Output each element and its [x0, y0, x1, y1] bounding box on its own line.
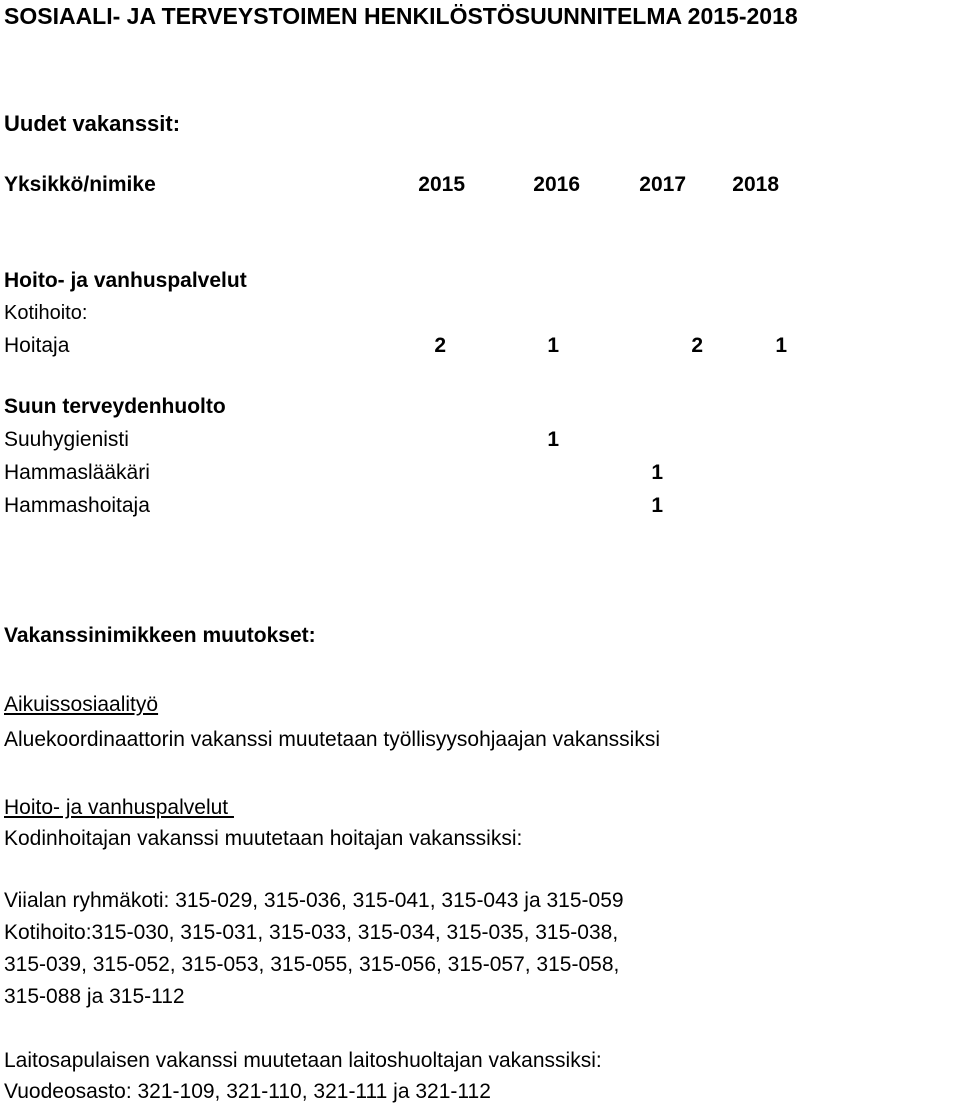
title-changes-heading: Vakanssinimikkeen muutokset:	[4, 624, 316, 647]
row-value-2015: 2	[434, 334, 446, 357]
row-value-2017: 2	[691, 334, 703, 357]
column-header-year-2016: 2016	[533, 173, 580, 196]
section-subheading: Kotihoito:	[4, 302, 88, 324]
change-unit: Aikuissosiaalityö	[4, 693, 159, 716]
row-label: Hammashoitaja	[4, 494, 150, 517]
change-line: Kodinhoitajan vakanssi muutetaan hoitajan vakanssiksi:	[4, 827, 523, 850]
column-header-unit-title: Yksikkö/nimike	[4, 173, 156, 196]
change-line: Kotihoito:315-030, 315-031, 315-033, 315-034, 315-035, 315-038,	[4, 921, 619, 944]
change-line: 315-088 ja 315-112	[4, 985, 185, 1008]
row-value-2017: 1	[651, 461, 663, 484]
change-line: Viialan ryhmäkoti: 315-029, 315-036, 315-041, 315-043 ja 315-059	[4, 889, 624, 912]
row-value-2016: 1	[547, 334, 559, 357]
section-name: Suun terveydenhuolto	[4, 395, 226, 418]
change-line: 315-039, 315-052, 315-053, 315-055, 315-056, 315-057, 315-058,	[4, 953, 620, 976]
new-vacancies-heading: Uudet vakanssit:	[4, 111, 181, 136]
row-value-2018: 1	[775, 334, 787, 357]
change-line: Laitosapulaisen vakanssi muutetaan laitoshuoltajan vakanssiksi:	[4, 1049, 602, 1072]
change-unit: Hoito- ja vanhuspalvelut	[4, 796, 234, 819]
column-header-year-2017: 2017	[639, 173, 686, 196]
row-value-2017: 1	[651, 494, 663, 517]
row-label: Hammaslääkäri	[4, 461, 150, 484]
section-name: Hoito- ja vanhuspalvelut	[4, 269, 247, 292]
row-value-2016: 1	[547, 428, 559, 451]
row-label: Hoitaja	[4, 334, 70, 357]
change-line: Aluekoordinaattorin vakanssi muutetaan työllisyysohjaajan vakanssiksi	[4, 728, 661, 751]
column-header-year-2015: 2015	[418, 173, 465, 196]
row-label: Suuhygienisti	[4, 428, 129, 451]
page-title: SOSIAALI- JA TERVEYSTOIMEN HENKILÖSTÖSUUNNITELMA 2015-2018	[4, 3, 798, 29]
change-line: Vuodeosasto: 321-109, 321-110, 321-111 ja 321-112	[4, 1080, 491, 1103]
column-header-year-2018: 2018	[732, 173, 779, 196]
